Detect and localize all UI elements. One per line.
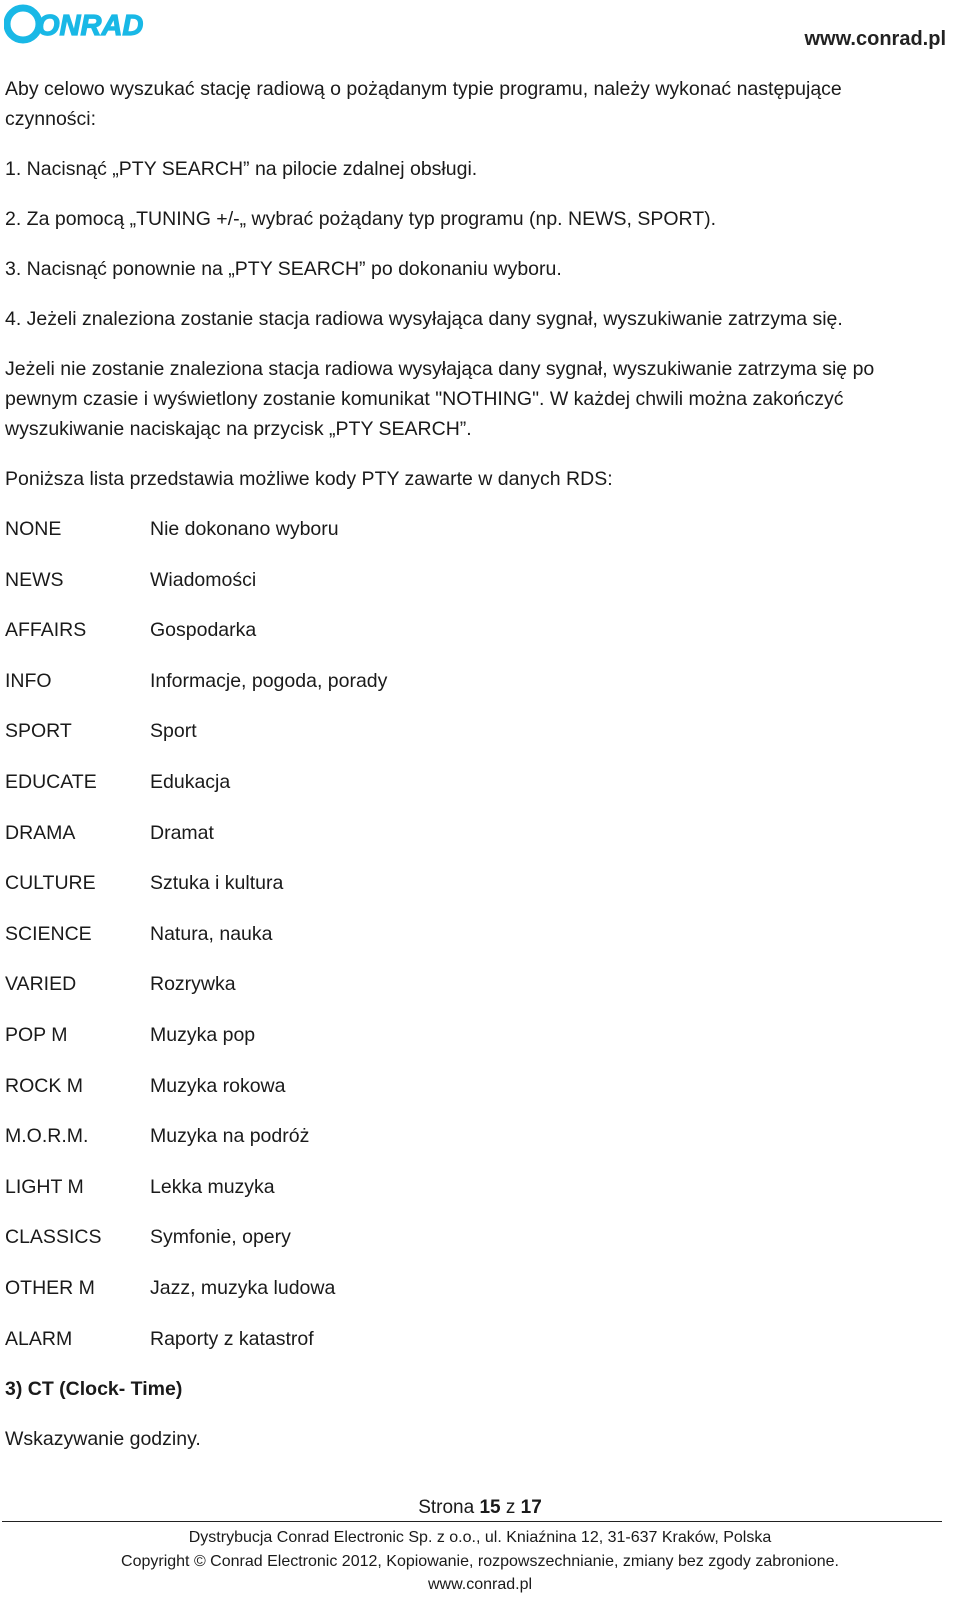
pty-code: SCIENCE <box>5 922 92 945</box>
page-header <box>0 0 960 60</box>
pty-description: Rozrywka <box>150 973 236 996</box>
list-item <box>5 767 935 818</box>
list-item <box>5 1020 935 1071</box>
list-item <box>5 919 935 970</box>
page-current: 15 <box>479 1497 501 1518</box>
page-separator: z <box>505 1497 516 1518</box>
list-item <box>5 868 935 919</box>
pty-code: ALARM <box>5 1327 73 1350</box>
pty-description: Sztuka i kultura <box>150 872 284 895</box>
ct-description: Wskazywanie godziny. <box>5 1428 201 1451</box>
pty-code: VARIED <box>5 973 77 996</box>
pty-code: DRAMA <box>5 821 76 844</box>
pty-code: AFFAIRS <box>5 619 87 642</box>
list-item <box>5 1273 935 1324</box>
pty-code: CULTURE <box>5 872 96 895</box>
pty-description: Sport <box>150 720 197 743</box>
list-item <box>5 1071 935 1122</box>
list-item <box>5 1222 935 1273</box>
list-item <box>5 969 935 1020</box>
step-3: 3. Nacisnąć ponownie na „PTY SEARCH” po dokonaniu wyboru. <box>5 258 562 280</box>
document-body <box>5 74 935 1454</box>
pty-code: POP M <box>5 1023 68 1046</box>
pty-description: Informacje, pogoda, porady <box>150 669 388 692</box>
step-2: 2. Za pomocą „TUNING +/-„ wybrać pożądany typ programu (np. NEWS, SPORT). <box>5 208 717 230</box>
pty-description: Symfonie, opery <box>150 1226 291 1249</box>
pty-description: Muzyka pop <box>150 1023 256 1046</box>
pty-code: ROCK M <box>5 1074 83 1097</box>
note-paragraph: Jeżeli nie zostanie znaleziona stacja radiowa wysyłająca dany sygnał, wyszukiwanie zatrzyma się po pewnym czasie i wyświetlony zostanie komunikat "NOTHING". W każdej chwili można zakończyć wyszukiwanie naciskając na przycisk „PTY SEARCH”. <box>5 358 875 440</box>
pty-description: Muzyka rokowa <box>150 1074 286 1097</box>
pty-description: Muzyka na podróż <box>150 1125 310 1148</box>
footer-address: Dystrybucja Conrad Electronic Sp. z o.o., ul. Kniaźnina 12, 31-637 Kraków, Polska <box>188 1529 772 1546</box>
list-intro: Poniższa lista przedstawia możliwe kody PTY zawarte w danych RDS: <box>5 468 613 490</box>
footer-copyright: Copyright © Conrad Electronic 2012, Kopiowanie, rozpowszechnianie, zmiany bez zgody zabronione. <box>121 1552 839 1570</box>
pty-code: INFO <box>5 669 52 692</box>
list-item <box>5 716 935 767</box>
pty-code: NONE <box>5 518 62 540</box>
intro-paragraph: Aby celowo wyszukać stację radiową o pożądanym typie programu, należy wykonać następujące czynności: <box>5 78 842 130</box>
page-number <box>0 1497 960 1519</box>
footer-url[interactable]: www.conrad.pl <box>427 1576 533 1593</box>
pty-description: Lekka muzyka <box>150 1175 275 1198</box>
pty-description: Dramat <box>150 821 214 844</box>
pty-code: M.O.R.M. <box>5 1125 89 1148</box>
pty-code: SPORT <box>5 720 72 743</box>
pty-description: Gospodarka <box>150 619 257 642</box>
list-item <box>5 666 935 717</box>
pty-code: OTHER M <box>5 1276 95 1299</box>
pty-description: Wiadomości <box>150 568 257 591</box>
list-item <box>5 1172 935 1223</box>
pty-description: Edukacja <box>150 770 231 793</box>
step-1: 1. Nacisnąć „PTY SEARCH” na pilocie zdalnej obsługi. <box>5 158 478 180</box>
pty-code-list <box>5 514 935 1374</box>
step-4: 4. Jeżeli znaleziona zostanie stacja radiowa wysyłająca dany sygnał, wyszukiwanie zatrzyma się. <box>5 308 843 330</box>
pty-description: Nie dokonano wyboru <box>150 518 339 540</box>
section-heading: 3) CT (Clock- Time) <box>5 1378 183 1401</box>
pty-code: NEWS <box>5 568 64 591</box>
pty-code: EDUCATE <box>5 770 97 793</box>
list-item <box>5 818 935 869</box>
pty-description: Raporty z katastrof <box>150 1327 314 1350</box>
page-total: 17 <box>520 1497 542 1518</box>
list-item <box>5 514 935 565</box>
list-item <box>5 615 935 666</box>
site-url[interactable]: www.conrad.pl <box>804 28 946 50</box>
list-item <box>5 1324 935 1375</box>
list-item <box>5 1121 935 1172</box>
pty-code: CLASSICS <box>5 1226 102 1249</box>
svg-text:ONRAD: ONRAD <box>37 10 144 42</box>
pty-code: LIGHT M <box>5 1175 84 1198</box>
conrad-logo <box>4 2 164 46</box>
page-footer <box>0 1526 960 1597</box>
pty-description: Jazz, muzyka ludowa <box>150 1276 336 1299</box>
footer-divider <box>2 1521 942 1522</box>
list-item <box>5 565 935 616</box>
page-label: Strona <box>418 1497 475 1518</box>
pty-description: Natura, nauka <box>150 922 273 945</box>
